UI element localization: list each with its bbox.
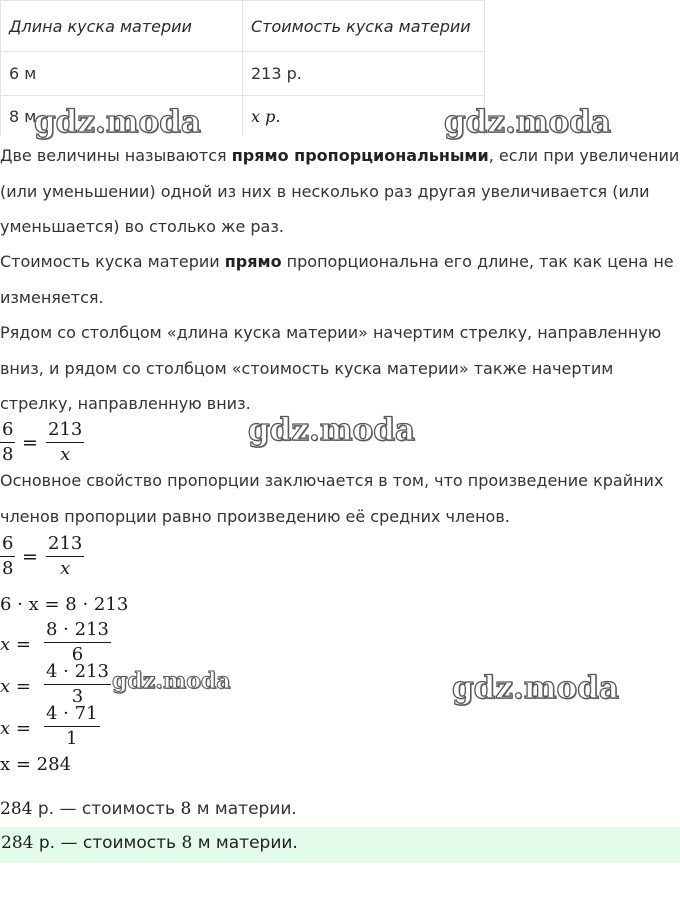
text-span: р. — стоимость [33, 833, 182, 853]
table-cell-var: x р. [251, 106, 281, 126]
number: 284 [0, 799, 33, 819]
denominator: x [60, 444, 71, 465]
denominator: 1 [66, 728, 78, 749]
table-row [1, 52, 485, 96]
watermark-logo: gdz.moda [248, 412, 415, 448]
table-header-cell: Стоимость куска материи [243, 1, 485, 52]
arrows-paragraph: Рядом со столбцом «длина куска материи» начертим стрелку, направленную вниз, и рядом со столбцом «стоимость куска материи» также начертим стрелку, направленную вниз. [0, 323, 662, 413]
fraction-bar [44, 726, 100, 727]
text-span: Две величины называются [0, 146, 232, 165]
numerator: 8 · 213 [46, 619, 109, 640]
fraction-bar [44, 684, 111, 685]
explanation-paragraph [0, 244, 680, 315]
equation-result: x = 284 [0, 754, 72, 775]
table-header-cell: Длина куска материи [1, 1, 243, 52]
conclusion-line [0, 791, 680, 827]
fraction [46, 420, 84, 465]
equals-sign: = [22, 546, 38, 568]
text-span: м материи. [191, 799, 297, 819]
table-cell: 213 р. [243, 52, 485, 96]
equation-lhs: x = [0, 634, 31, 655]
fraction-bar [0, 442, 15, 443]
text-span: р. — стоимость [32, 799, 181, 819]
numerator: 4 · 213 [46, 661, 109, 682]
fraction [46, 534, 84, 579]
numerator: 4 · 71 [46, 703, 98, 724]
bold-term: прямо пропорциональными [231, 146, 489, 165]
numerator: 6 [2, 419, 14, 440]
bold-term: прямо [224, 252, 282, 271]
definition-paragraph [0, 138, 680, 245]
table-header-row [1, 1, 485, 52]
text-span: м материи. [192, 833, 298, 853]
text-span: Стоимость куска материи [0, 252, 225, 271]
numerator: 213 [48, 419, 83, 440]
property-paragraph: Основное свойство пропорции заключается в том, что произведение крайних членов пропорции равно произведению её средних членов. [0, 471, 664, 526]
fraction [44, 704, 100, 749]
fraction [44, 620, 111, 665]
denominator: 8 [2, 558, 14, 579]
denominator: 8 [2, 444, 14, 465]
numerator: 6 [2, 533, 14, 554]
text-span: пропорциональна его длине, так как цена не изменяется. [0, 252, 674, 307]
watermark-logo: gdz.moda [452, 670, 619, 706]
fraction [0, 534, 15, 579]
fraction-bar [0, 556, 15, 557]
watermark-logo: gdz.moda [34, 104, 201, 140]
fraction-bar [44, 642, 111, 643]
number: 8 [181, 833, 193, 853]
equation-lhs: x = [0, 718, 31, 739]
denominator: x [60, 558, 71, 579]
numerator: 213 [48, 533, 83, 554]
denominator: 3 [71, 686, 84, 707]
table-cell: 6 м [1, 52, 243, 96]
fraction [44, 662, 111, 707]
fraction [0, 420, 15, 465]
fraction-bar [46, 442, 84, 443]
number: 284 [1, 833, 34, 853]
text-span: , если при увеличении (или уменьшении) одной из них в несколько раз другая увеличивается (или уменьшается) во столько же раз. [0, 146, 680, 236]
fraction-bar [46, 556, 84, 557]
denominator: 6 [71, 644, 84, 665]
watermark-logo: gdz.moda [112, 668, 231, 694]
equals-sign: = [22, 432, 38, 454]
number: 8 [180, 799, 192, 819]
table-cell: 8 м [1, 96, 243, 137]
equation-line: 6 · x = 8 · 213 [0, 594, 129, 615]
answer-text [1, 833, 298, 853]
watermark-logo: gdz.moda [444, 104, 611, 140]
equation-lhs: x = [0, 676, 31, 697]
